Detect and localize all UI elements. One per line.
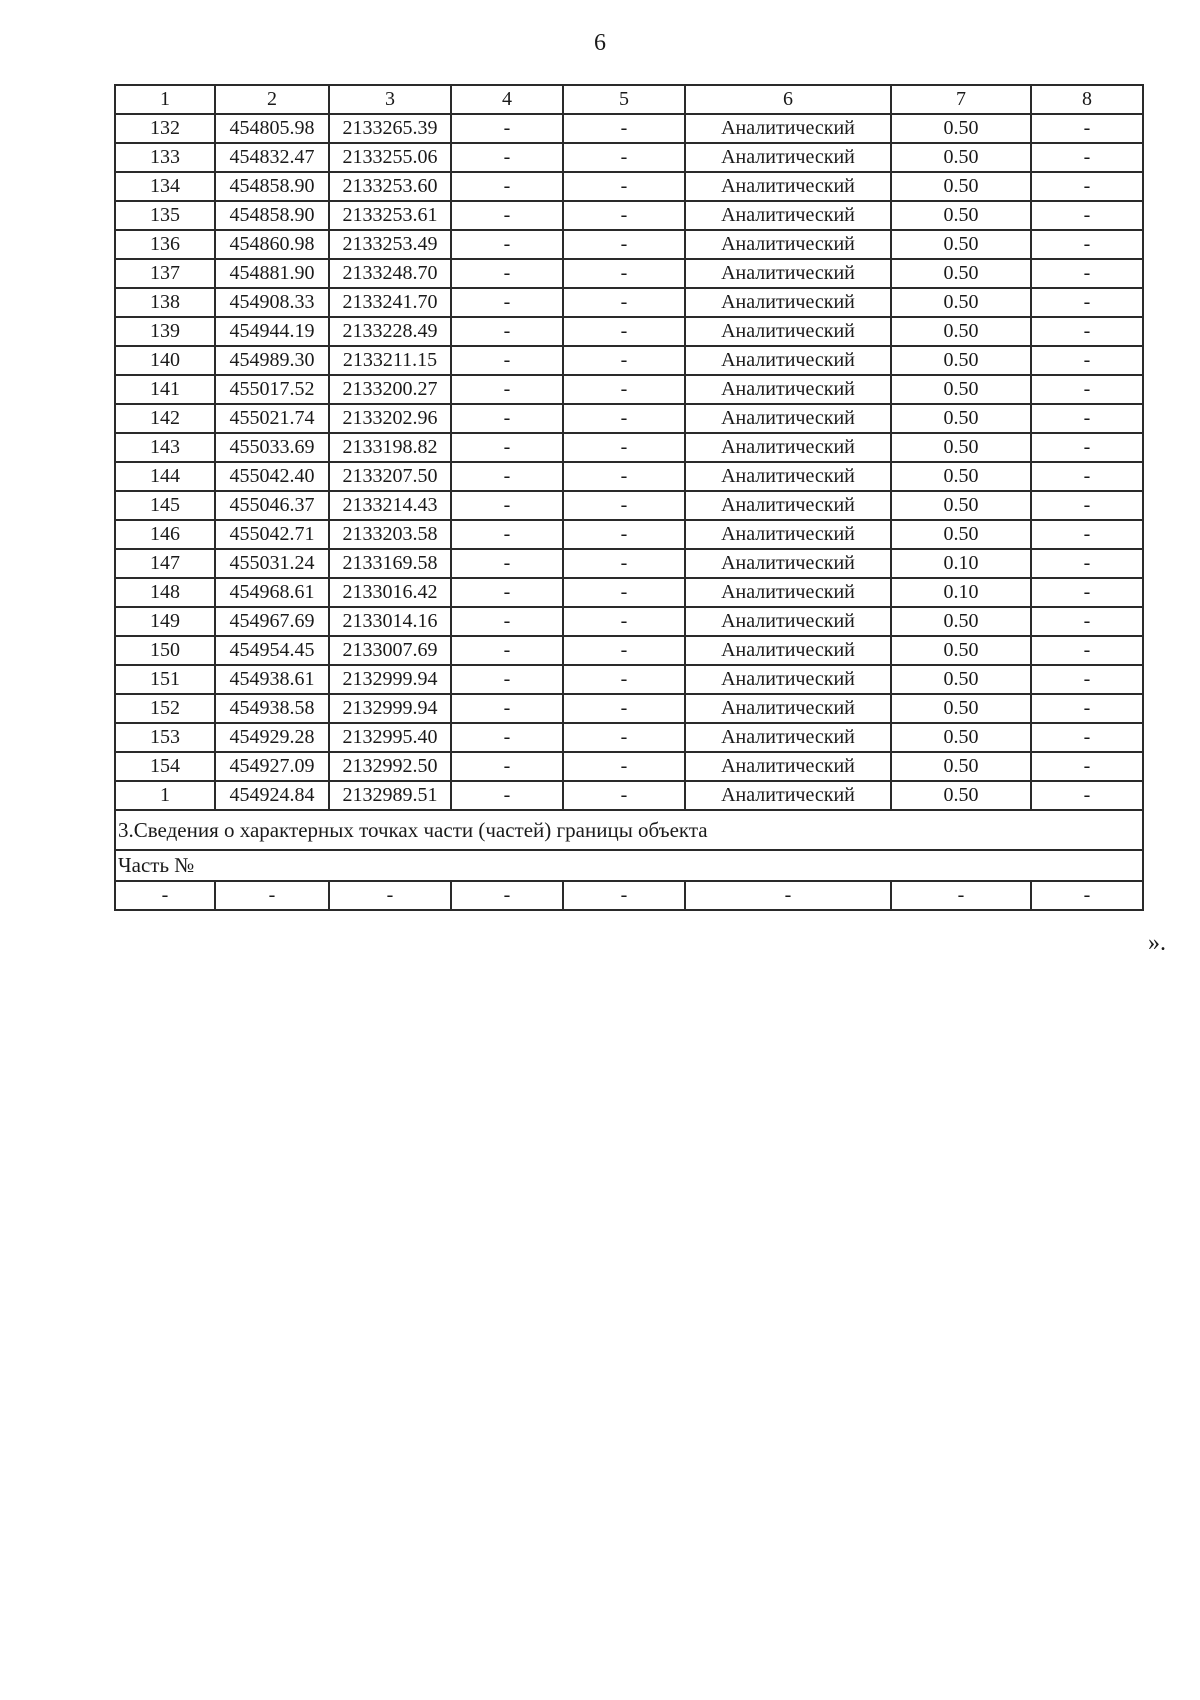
table-cell: -	[563, 549, 685, 578]
coordinates-table-container	[114, 84, 1144, 911]
table-cell: -	[563, 665, 685, 694]
table-cell: Аналитический	[685, 404, 891, 433]
table-cell: 2133255.06	[329, 143, 451, 172]
table-cell: -	[451, 288, 563, 317]
table-cell: 454938.61	[215, 665, 329, 694]
table-cell: 0.50	[891, 781, 1031, 810]
table-cell: Аналитический	[685, 752, 891, 781]
table-cell: -	[1031, 781, 1143, 810]
table-cell: 0.50	[891, 607, 1031, 636]
table-cell: 2133014.16	[329, 607, 451, 636]
table-cell: 2133253.61	[329, 201, 451, 230]
table-row	[115, 143, 1143, 172]
table-cell: -	[1031, 114, 1143, 143]
table-cell: 151	[115, 665, 215, 694]
header-cell: 2	[215, 85, 329, 114]
table-cell: 2132992.50	[329, 752, 451, 781]
table-cell: 2132999.94	[329, 694, 451, 723]
table-row	[115, 636, 1143, 665]
table-cell: Аналитический	[685, 723, 891, 752]
table-cell: 2133253.49	[329, 230, 451, 259]
table-cell: -	[1031, 433, 1143, 462]
table-cell: 455017.52	[215, 375, 329, 404]
table-row	[115, 346, 1143, 375]
table-cell: -	[1031, 462, 1143, 491]
table-cell: 455021.74	[215, 404, 329, 433]
table-cell: -	[451, 665, 563, 694]
table-cell: 0.50	[891, 752, 1031, 781]
table-cell: -	[563, 520, 685, 549]
table-row	[115, 114, 1143, 143]
table-cell: Аналитический	[685, 201, 891, 230]
table-cell: Аналитический	[685, 288, 891, 317]
table-cell: -	[451, 462, 563, 491]
table-cell: -	[563, 346, 685, 375]
table-row	[115, 172, 1143, 201]
table-cell: Аналитический	[685, 549, 891, 578]
table-row	[115, 752, 1143, 781]
table-cell: 140	[115, 346, 215, 375]
table-cell: 454954.45	[215, 636, 329, 665]
table-cell: 455046.37	[215, 491, 329, 520]
table-cell: -	[1031, 636, 1143, 665]
table-row	[115, 404, 1143, 433]
table-cell: -	[115, 881, 215, 910]
header-cell: 7	[891, 85, 1031, 114]
table-cell: 454929.28	[215, 723, 329, 752]
table-cell: 142	[115, 404, 215, 433]
table-cell: 0.50	[891, 230, 1031, 259]
table-row	[115, 230, 1143, 259]
table-cell: 2133228.49	[329, 317, 451, 346]
table-cell: -	[451, 636, 563, 665]
table-cell: 150	[115, 636, 215, 665]
table-cell: 0.50	[891, 462, 1031, 491]
table-cell: 145	[115, 491, 215, 520]
table-cell: 149	[115, 607, 215, 636]
table-cell: Аналитический	[685, 665, 891, 694]
table-cell: 454908.33	[215, 288, 329, 317]
table-cell: -	[563, 433, 685, 462]
table-cell: -	[1031, 881, 1143, 910]
table-cell: -	[451, 433, 563, 462]
table-cell: 148	[115, 578, 215, 607]
table-row	[115, 375, 1143, 404]
table-cell: Аналитический	[685, 375, 891, 404]
table-cell: -	[451, 723, 563, 752]
table-cell: 0.50	[891, 288, 1031, 317]
table-cell: Аналитический	[685, 520, 891, 549]
table-cell: -	[1031, 172, 1143, 201]
table-cell: -	[1031, 346, 1143, 375]
table-cell: 2132999.94	[329, 665, 451, 694]
table-cell: 146	[115, 520, 215, 549]
table-cell: -	[1031, 549, 1143, 578]
table-cell: -	[1031, 752, 1143, 781]
table-cell: -	[1031, 723, 1143, 752]
table-cell: 0.50	[891, 375, 1031, 404]
table-row	[115, 491, 1143, 520]
table-cell: 455042.71	[215, 520, 329, 549]
table-cell: -	[1031, 259, 1143, 288]
table-row	[115, 462, 1143, 491]
table-cell: 132	[115, 114, 215, 143]
table-cell: -	[563, 172, 685, 201]
empty-part-row	[115, 881, 1143, 910]
table-cell: -	[563, 607, 685, 636]
table-cell: -	[563, 230, 685, 259]
table-cell: 454832.47	[215, 143, 329, 172]
table-row	[115, 520, 1143, 549]
header-cell: 5	[563, 85, 685, 114]
table-cell: -	[563, 317, 685, 346]
table-cell: 2133207.50	[329, 462, 451, 491]
table-cell: Аналитический	[685, 259, 891, 288]
table-cell: -	[563, 201, 685, 230]
table-cell: 454967.69	[215, 607, 329, 636]
table-cell: -	[451, 375, 563, 404]
table-cell: 2133265.39	[329, 114, 451, 143]
table-cell: 0.50	[891, 404, 1031, 433]
table-cell: 0.50	[891, 259, 1031, 288]
table-cell: -	[563, 723, 685, 752]
table-cell: 0.50	[891, 346, 1031, 375]
table-cell: 143	[115, 433, 215, 462]
table-cell: 455031.24	[215, 549, 329, 578]
table-cell: Аналитический	[685, 346, 891, 375]
table-cell: 134	[115, 172, 215, 201]
table-cell: 152	[115, 694, 215, 723]
table-cell: -	[451, 578, 563, 607]
table-cell: 2132995.40	[329, 723, 451, 752]
table-cell: 137	[115, 259, 215, 288]
table-row	[115, 433, 1143, 462]
table-cell: -	[563, 781, 685, 810]
table-cell: 147	[115, 549, 215, 578]
table-cell: 133	[115, 143, 215, 172]
header-cell: 8	[1031, 85, 1143, 114]
table-cell: -	[451, 114, 563, 143]
table-cell: 0.10	[891, 549, 1031, 578]
table-cell: 0.50	[891, 114, 1031, 143]
table-cell: 454968.61	[215, 578, 329, 607]
table-cell: -	[215, 881, 329, 910]
table-cell: Аналитический	[685, 114, 891, 143]
table-cell: 454938.58	[215, 694, 329, 723]
table-cell: 0.50	[891, 491, 1031, 520]
table-cell: -	[1031, 317, 1143, 346]
section-title: 3.Сведения о характерных точках части (частей) границы объекта	[115, 810, 1143, 850]
table-cell: -	[451, 781, 563, 810]
table-cell: -	[451, 317, 563, 346]
table-cell: Аналитический	[685, 578, 891, 607]
table-cell: 0.50	[891, 694, 1031, 723]
table-row	[115, 549, 1143, 578]
table-row	[115, 259, 1143, 288]
table-cell: -	[451, 172, 563, 201]
table-cell: -	[451, 201, 563, 230]
table-cell: -	[1031, 375, 1143, 404]
table-cell: -	[451, 881, 563, 910]
table-cell: 2133198.82	[329, 433, 451, 462]
table-cell: 2133007.69	[329, 636, 451, 665]
table-cell: -	[563, 752, 685, 781]
table-cell: -	[563, 143, 685, 172]
table-cell: 454805.98	[215, 114, 329, 143]
table-cell: -	[563, 491, 685, 520]
table-body	[115, 85, 1143, 810]
table-cell: 138	[115, 288, 215, 317]
table-cell: -	[451, 520, 563, 549]
table-row	[115, 607, 1143, 636]
part-label-row	[115, 850, 1143, 881]
table-cell: Аналитический	[685, 491, 891, 520]
table-cell: 2133200.27	[329, 375, 451, 404]
table-cell: Аналитический	[685, 143, 891, 172]
table-cell: 454924.84	[215, 781, 329, 810]
table-cell: -	[1031, 520, 1143, 549]
table-cell: 2133169.58	[329, 549, 451, 578]
table-cell: 153	[115, 723, 215, 752]
table-cell: Аналитический	[685, 636, 891, 665]
table-cell: 0.50	[891, 201, 1031, 230]
table-cell: -	[563, 881, 685, 910]
table-cell: -	[451, 752, 563, 781]
table-cell: 2133203.58	[329, 520, 451, 549]
table-cell: 454860.98	[215, 230, 329, 259]
table-cell: Аналитический	[685, 694, 891, 723]
table-cell: -	[1031, 230, 1143, 259]
table-cell: -	[1031, 694, 1143, 723]
table-cell: -	[891, 881, 1031, 910]
table-cell: 0.50	[891, 723, 1031, 752]
table-cell: -	[685, 881, 891, 910]
table-cell: -	[451, 694, 563, 723]
table-row	[115, 694, 1143, 723]
table-cell: -	[451, 607, 563, 636]
table-header-row	[115, 85, 1143, 114]
table-cell: -	[563, 114, 685, 143]
header-cell: 6	[685, 85, 891, 114]
table-cell: Аналитический	[685, 607, 891, 636]
table-cell: Аналитический	[685, 462, 891, 491]
table-cell: 135	[115, 201, 215, 230]
header-cell: 1	[115, 85, 215, 114]
table-cell: -	[563, 694, 685, 723]
table-cell: 2133211.15	[329, 346, 451, 375]
table-cell: 2133241.70	[329, 288, 451, 317]
table-row	[115, 723, 1143, 752]
table-cell: 2133202.96	[329, 404, 451, 433]
table-cell: -	[1031, 491, 1143, 520]
page-number: 6	[594, 30, 606, 56]
table-cell: -	[451, 491, 563, 520]
table-cell: -	[563, 636, 685, 665]
table-row	[115, 288, 1143, 317]
table-cell: Аналитический	[685, 317, 891, 346]
table-cell: 455033.69	[215, 433, 329, 462]
table-row	[115, 201, 1143, 230]
table-cell: -	[563, 375, 685, 404]
table-cell: -	[563, 404, 685, 433]
table-cell: 0.50	[891, 172, 1031, 201]
table-cell: 2132989.51	[329, 781, 451, 810]
part-label: Часть №	[115, 850, 1143, 881]
table-cell: 144	[115, 462, 215, 491]
table-cell: -	[451, 143, 563, 172]
table-cell: 454858.90	[215, 172, 329, 201]
table-cell: -	[451, 230, 563, 259]
table-cell: Аналитический	[685, 230, 891, 259]
header-cell: 3	[329, 85, 451, 114]
table-cell: 454944.19	[215, 317, 329, 346]
table-cell: 0.50	[891, 520, 1031, 549]
table-footer	[115, 810, 1143, 910]
table-cell: 454858.90	[215, 201, 329, 230]
header-cell: 4	[451, 85, 563, 114]
table-cell: -	[451, 404, 563, 433]
table-cell: 141	[115, 375, 215, 404]
table-cell: -	[563, 578, 685, 607]
table-cell: -	[1031, 288, 1143, 317]
table-cell: 455042.40	[215, 462, 329, 491]
table-cell: 0.50	[891, 433, 1031, 462]
table-cell: 454989.30	[215, 346, 329, 375]
table-cell: Аналитический	[685, 433, 891, 462]
table-cell: 0.10	[891, 578, 1031, 607]
table-row	[115, 578, 1143, 607]
table-cell: 139	[115, 317, 215, 346]
table-cell: -	[563, 462, 685, 491]
table-cell: -	[1031, 143, 1143, 172]
table-cell: 1	[115, 781, 215, 810]
table-cell: 0.50	[891, 665, 1031, 694]
table-cell: -	[1031, 404, 1143, 433]
table-cell: -	[451, 549, 563, 578]
table-cell: 136	[115, 230, 215, 259]
table-cell: -	[563, 288, 685, 317]
section-title-row	[115, 810, 1143, 850]
table-cell: 454881.90	[215, 259, 329, 288]
table-cell: 2133253.60	[329, 172, 451, 201]
table-row	[115, 665, 1143, 694]
table-cell: -	[329, 881, 451, 910]
coordinates-table	[114, 84, 1144, 911]
table-cell: -	[451, 259, 563, 288]
table-cell: 0.50	[891, 143, 1031, 172]
table-cell: 0.50	[891, 636, 1031, 665]
table-cell: -	[1031, 201, 1143, 230]
table-row	[115, 317, 1143, 346]
table-cell: Аналитический	[685, 781, 891, 810]
table-cell: 2133214.43	[329, 491, 451, 520]
table-cell: 454927.09	[215, 752, 329, 781]
table-row	[115, 781, 1143, 810]
table-cell: -	[1031, 665, 1143, 694]
table-cell: -	[451, 346, 563, 375]
table-cell: -	[1031, 607, 1143, 636]
table-cell: 154	[115, 752, 215, 781]
table-cell: 2133248.70	[329, 259, 451, 288]
table-cell: -	[1031, 578, 1143, 607]
table-cell: Аналитический	[685, 172, 891, 201]
table-cell: 2133016.42	[329, 578, 451, 607]
table-cell: -	[563, 259, 685, 288]
closing-quote-mark: ».	[1148, 930, 1166, 956]
table-cell: 0.50	[891, 317, 1031, 346]
